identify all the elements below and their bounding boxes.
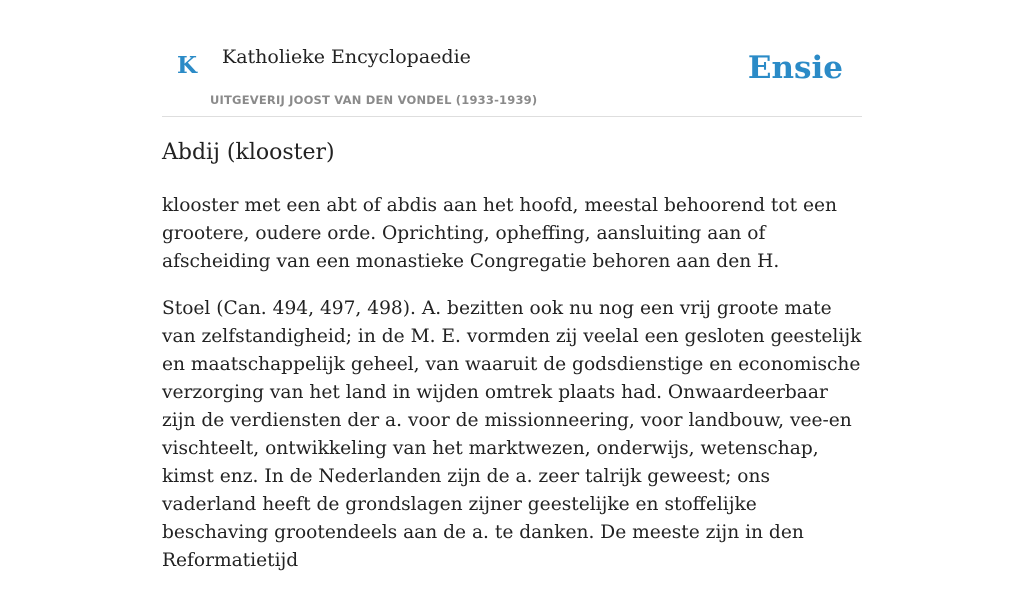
article-paragraph-1: klooster met een abt of abdis aan het hoofd, meestal behoorend tot een grootere, oudere orde. Oprichting, opheffing, aansluiting aan of afscheiding van een monastieke Congregatie behoren aan den H.: [162, 195, 837, 272]
encyclopedia-logo-icon[interactable]: K: [177, 52, 197, 79]
article-paragraph-2: Stoel (Can. 494, 497, 498). A. bezitten ook nu nog een vrij groote mate van zelfstandigheid; in de M. E. vormden zij veelal een gesloten geestelijk en maatschappelijk geheel, van waaruit de godsdienstige en economische verzorging van het land in wijden omtrek plaats had. Onwaardeerbaar zijn de verdiensten der a. voor de missionneering, voor landbouw, vee-en vischteelt, ontwikkeling van het marktwezen, onderwijs, wetenschap, kimst enz. In de Nederlanden zijn de a. zeer talrijk geweest; ons vaderland heeft de grondslagen zijner geestelijke en stoffelijke beschaving grootendeels aan de a. te danken. De meeste zijn in den Reformatietijd: [162, 298, 862, 571]
publisher-label: UITGEVERIJ JOOST VAN DEN VONDEL (1933-1939): [210, 93, 538, 107]
book-title-link[interactable]: Katholieke Encyclopaedie: [222, 46, 471, 68]
ensie-logo-link[interactable]: Ensie: [747, 50, 843, 86]
article-body: [162, 192, 866, 594]
article-title: Abdij (klooster): [162, 140, 335, 165]
site-header: [162, 40, 862, 117]
